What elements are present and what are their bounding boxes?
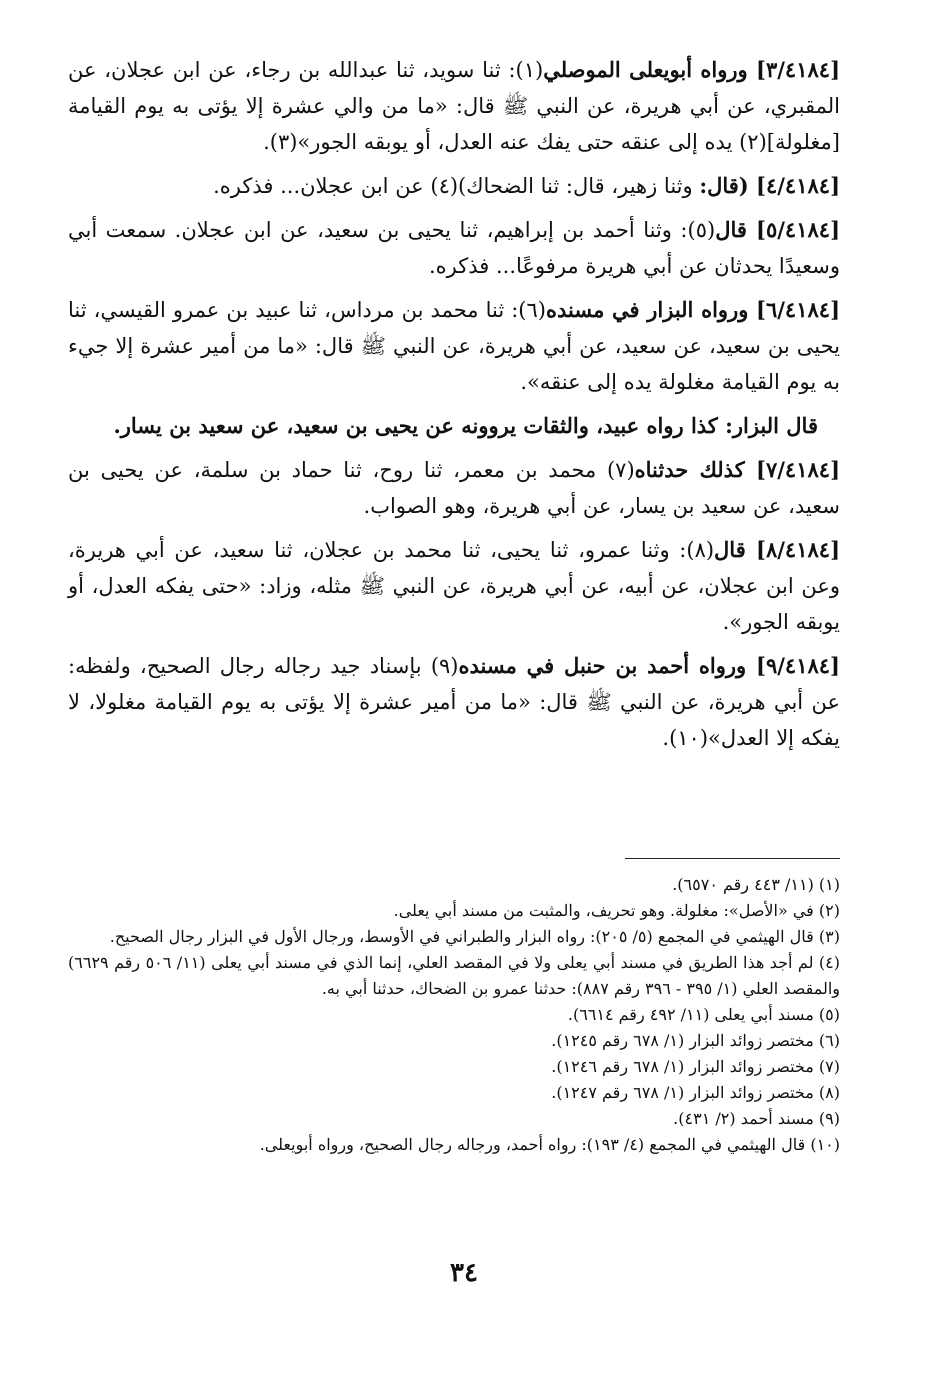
- paragraph-lead: [٩/٤١٨٤] ورواه أحمد بن حنبل في مسنده: [458, 653, 840, 678]
- footnote: (٦) مختصر زوائد البزار (١/ ٦٧٨ رقم ١٢٤٥).: [551, 1031, 840, 1050]
- footnote-separator: [625, 858, 840, 859]
- paragraph-text: (٧) محمد بن معمر، ثنا روح، ثنا حماد بن سلمة، عن يحيى بن سعيد، عن سعيد بن يسار، عن أبي هريرة، وهو الصواب.: [68, 458, 840, 518]
- footnote: (٧) مختصر زوائد البزار (١/ ٦٧٨ رقم ١٢٤٦).: [551, 1057, 840, 1076]
- paragraph-7-4184: [68, 452, 840, 524]
- paragraph-text: (١): ثنا سويد، ثنا عبدالله بن رجاء، عن ابن عجلان، عن المقبري، عن أبي هريرة، عن النبي ﷺ قال: «ما من والي عشرة إلا يؤتى به يوم القيامة [مغلولة](٢) يده إلى عنقه حتى يفك عنه العدل، أو يوبقه الجور»(٣).: [68, 58, 840, 154]
- page-number: ٣٤: [450, 1258, 478, 1288]
- bazzar-comment: قال البزار: كذا رواه عبيد، والثقات يروونه عن يحيى بن سعيد، عن سعيد بن يسار.: [113, 413, 818, 438]
- paragraph-lead: [٧/٤١٨٤] كذلك حدثناه: [634, 457, 840, 482]
- paragraph-text: وثنا زهير، قال: ثنا الضحاك)(٤) عن ابن عجلان... فذكره.: [213, 174, 693, 198]
- footnote: (٩) مسند أحمد (٢/ ٤٣١).: [673, 1109, 840, 1128]
- footnote: (٤) لم أجد هذا الطريق في مسند أبي يعلى ولا في المقصد العلي، إنما الذي في مسند أبي يعلى (١١/ ٥٠٦ رقم ٦٦٢٩) والمقصد العلي (١/ ٣٩٥ - ٣٩٦ رقم ٨٨٧): حدثنا عمرو بن الضحاك، حدثنا أبي به.: [68, 953, 840, 998]
- paragraph-lead: [٣/٤١٨٤] ورواه أبويعلى الموصلي: [543, 57, 840, 82]
- paragraph-8-4184: [68, 532, 840, 640]
- paragraph-lead: [٨/٤١٨٤] قال: [714, 537, 840, 562]
- footnote: (٥) مسند أبي يعلى (١١/ ٤٩٢ رقم ٦٦١٤).: [567, 1005, 840, 1024]
- paragraph-text: (٦): ثنا محمد بن مرداس، ثنا عبيد بن عمرو القيسي، ثنا يحيى بن سعيد، عن سعيد، عن أبي هريرة، عن النبي ﷺ قال: «ما من أمير عشرة إلا جيء به يوم القيامة مغلولة يده إلى عنقه».: [68, 298, 840, 394]
- paragraph-3-4184: [68, 52, 840, 160]
- paragraph-text: (٩) بإسناد جيد رجاله رجال الصحيح، ولفظه: عن أبي هريرة، عن النبي ﷺ قال: «ما من أمير عشرة إلا يؤتى به يوم القيامة مغلولا، لا يفكه إلا العدل»(١٠).: [68, 654, 840, 750]
- paragraph-5-4184: [68, 212, 840, 284]
- paragraph-text: (٨): وثنا عمرو، ثنا يحيى، ثنا محمد بن عجلان، ثنا سعيد، عن أبي هريرة، وعن ابن عجلان، عن أبيه، عن أبي هريرة، عن النبي ﷺ مثله، وزاد: «حتى يفكه العدل، أو يوبقه الجور».: [68, 538, 840, 634]
- paragraph-lead: [٤/٤١٨٤] (قال:: [699, 173, 840, 198]
- footnote: (٢) في «الأصل»: مغلولة. وهو تحريف، والمثبت من مسند أبي يعلى.: [393, 901, 840, 920]
- footnotes: [68, 872, 840, 1158]
- footnote: (٣) قال الهيثمي في المجمع (٥/ ٢٠٥): رواه البزار والطبراني في الأوسط، ورجال الأول في البزار رجال الصحيح.: [109, 927, 840, 946]
- paragraph-6-4184: [68, 292, 840, 400]
- paragraph-lead: [٦/٤١٨٤] ورواه البزار في مسنده: [545, 297, 840, 322]
- paragraph-9-4184: [68, 648, 840, 756]
- footnote: (١٠) قال الهيثمي في المجمع (٤/ ١٩٣): رواه أحمد، ورجاله رجال الصحيح، ورواه أبويعلى.: [259, 1135, 840, 1154]
- footnote: (٨) مختصر زوائد البزار (١/ ٦٧٨ رقم ١٢٤٧).: [551, 1083, 840, 1102]
- footnote: (١) (١١/ ٤٤٣ رقم ٦٥٧٠).: [672, 875, 840, 894]
- paragraph-lead: [٥/٤١٨٤] قال: [715, 217, 840, 242]
- main-text: [68, 52, 840, 764]
- paragraph-text: (٥): وثنا أحمد بن إبراهيم، ثنا يحيى بن سعيد، عن ابن عجلان. سمعت أبي وسعيدًا يحدثان عن أبي هريرة مرفوعًا... فذكره.: [68, 218, 840, 278]
- paragraph-4-4184: [68, 168, 840, 204]
